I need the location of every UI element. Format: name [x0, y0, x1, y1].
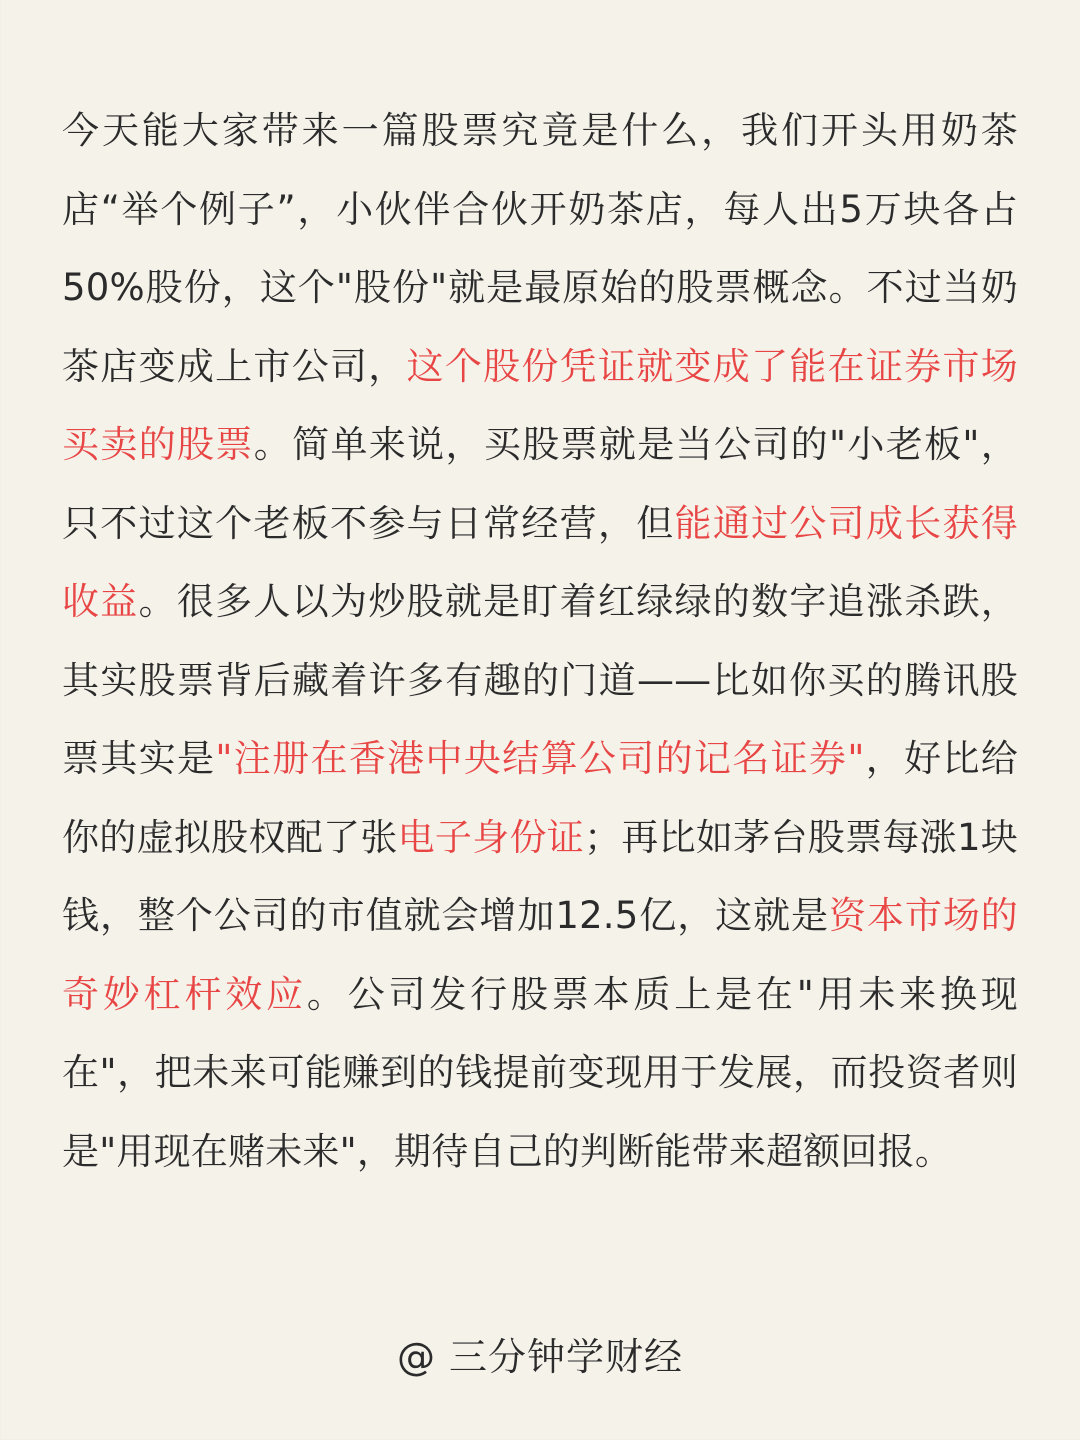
text-segment: 。很多人以为炒股就是盯着红绿绿的数字追涨杀跌，其实股票背后藏着许多有趣的门道——比如你买的腾讯股票其实是: [62, 580, 1018, 780]
highlight-text: 资本市场的奇妙杠杆效应: [62, 894, 1018, 1016]
highlight-text: 能通过公司成长获得收益: [62, 501, 1018, 623]
highlight-text: 这个股份凭证就变成了能在证券市场买卖的股票: [62, 344, 1018, 466]
text-segment: ；再比如茅台股票每涨1块钱，整个公司的市值就会增加12.5亿，这就是: [62, 815, 1018, 937]
author-signature: @ 三分钟学财经: [396, 1335, 684, 1379]
highlight-text: 电子身份证: [397, 815, 585, 859]
text-segment: 今天能大家带来一篇股票究竟是什么，我们开头用奶茶店“举个例子”，小伙伴合伙开奶茶店，每人出5万块各占50%股份，这个"股份"就是最原始的股票概念。不过当奶茶店变成上市公司，: [62, 109, 1018, 388]
highlight-text: "注册在香港中央结算公司的记名证券": [215, 737, 865, 780]
article-body: [62, 92, 1018, 1191]
text-segment: ，好比给你的虚拟股权配了张: [62, 737, 1018, 859]
text-segment: 。简单来说，买股票就是当公司的"小老板"，只不过这个老板不参与日常经营，但: [62, 423, 1018, 545]
text-segment: 。公司发行股票本质上是在"用未来换现在"，把未来可能赚到的钱提前变现用于发展，而投资者则是"用现在赌未来"，期待自己的判断能带来超额回报。: [62, 972, 1018, 1173]
